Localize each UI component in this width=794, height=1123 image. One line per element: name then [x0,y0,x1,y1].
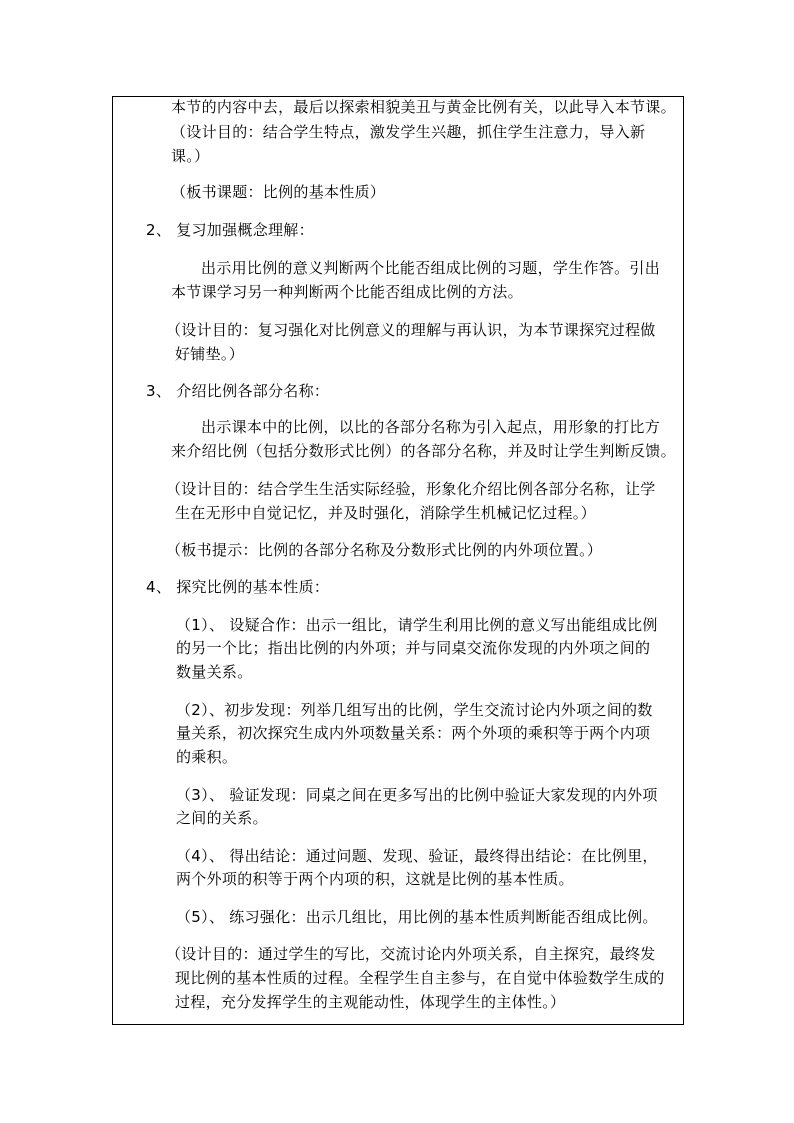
text-line: 量关系，初次探究生成内外项数量关系：两个外项的乘积等于两个内项 [176,724,651,742]
section-heading: 2、 复习加强概念理解： [146,221,314,239]
text-line: 出示用比例的意义判断两个比能否组成比例的习题，学生作答。引出 [201,259,661,277]
text-line: 之间的关系。 [176,809,268,827]
text-line: （3）、 验证发现：同桌之间在更多写出的比例中验证大家发现的内外项 [176,786,658,804]
text-line: 的乘积。 [176,748,238,766]
text-line: 好铺垫。） [175,345,245,363]
text-line: 两个外项的积等于两个内项的积，这就是比例的基本性质。 [176,870,574,888]
text-line: 来介绍比例（包括分数形式比例）的各部分名称，并及时让学生判断反馈。 [171,442,676,460]
section-heading: 3、 介绍比例各部分名称： [146,382,330,400]
text-line: 的另一个比；指出比例的内外项；并与同桌交流你发现的内外项之间的 [176,639,651,657]
text-line: 数量关系。 [176,663,253,681]
text-line: （设计目的：结合学生特点，激发学生兴趣，抓住学生注意力，导入新 [171,123,646,141]
text-line: 本节课学习另一种判断两个比能否组成比例的方法。 [171,283,523,301]
text-line: 现比例的基本性质的过程。全程学生自主参与，在自觉中体验数学生成的 [175,969,665,987]
text-line: 过程，充分发挥学生的主观能动性，体现学生的主体性。） [175,993,566,1011]
text-line: （设计目的：通过学生的写比，交流讨论内外项关系，自主探究，最终发 [166,945,656,963]
text-line: （设计目的：复习强化对比例意义的理解与再认识，为本节课探究过程做 [166,321,656,339]
text-line: 本节的内容中去，最后以探索相貌美丑与黄金比例有关，以此导入本节课。 [171,98,676,116]
text-line: （5）、 练习强化：出示几组比，用比例的基本性质判断能否组成比例。 [176,908,658,926]
section-heading: 4、 探究比例的基本性质： [146,578,330,596]
text-line: （1）、 设疑合作：出示一组比，请学生利用比例的意义写出能组成比例 [176,616,658,634]
text-line: （设计目的：结合学生生活实际经验，形象化介绍比例各部分名称，让学 [166,480,656,498]
board-note: （板书提示：比例的各部分名称及分数形式比例的内外项位置。） [166,541,603,559]
text-line: （4）、 得出结论：通过问题、发现、验证，最终得出结论：在比例里， [176,847,658,865]
text-line: 课。） [171,147,210,165]
board-title-note: （板书课题：比例的基本性质） [171,183,386,201]
text-line: 生在无形中自觉记忆，并及时强化，消除学生机械记忆过程。） [175,504,596,522]
text-line: （2）、初步发现：列举几组写出的比例，学生交流讨论内外项之间的数 [176,701,653,719]
text-line: 出示课本中的比例，以比的各部分名称为引入起点，用形象的打比方 [201,418,661,436]
